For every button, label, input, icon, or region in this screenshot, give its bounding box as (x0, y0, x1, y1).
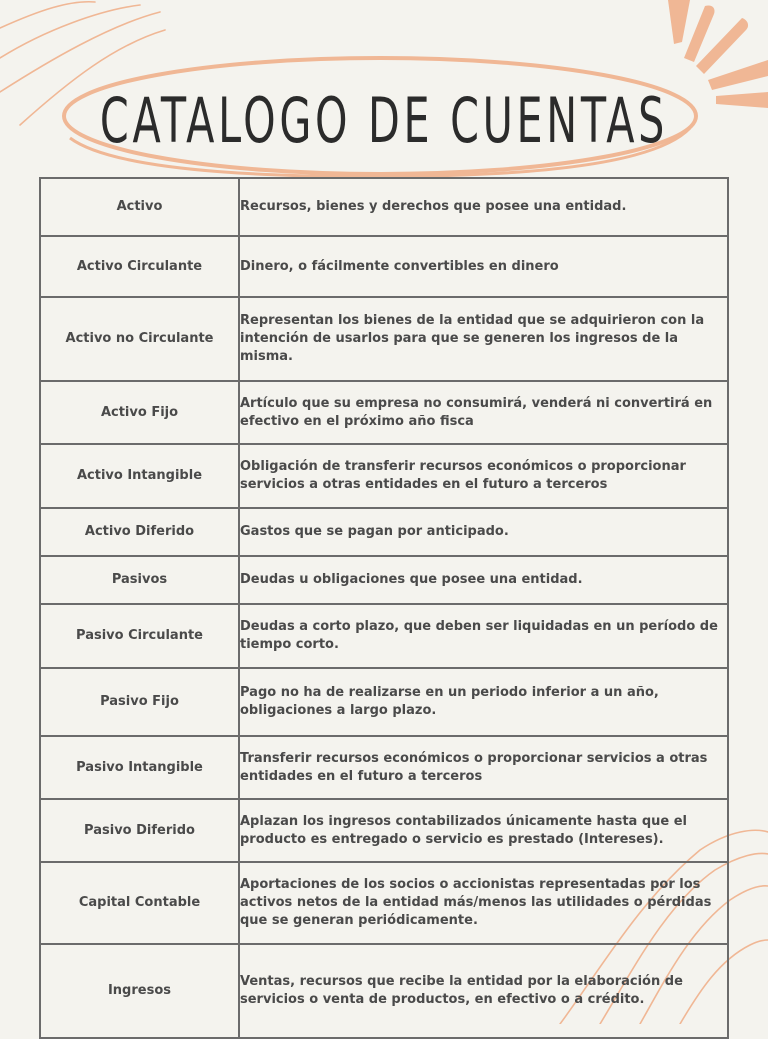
table-row (40, 799, 728, 862)
table-row (40, 604, 728, 668)
account-term: Ingresos (40, 944, 239, 1038)
table-row (40, 381, 728, 444)
account-definition: Dinero, o fácilmente convertibles en dinero (239, 236, 728, 297)
account-definition: Deudas a corto plazo, que deben ser liquidadas en un período de tiempo corto. (239, 604, 728, 668)
account-term: Pasivos (40, 556, 239, 604)
table-row (40, 862, 728, 944)
accounts-table (39, 177, 729, 1039)
account-definition: Representan los bienes de la entidad que se adquirieron con la intención de usarlos para que se generen los ingresos de la misma. (239, 297, 728, 381)
table-row (40, 444, 728, 508)
account-term: Activo Fijo (40, 381, 239, 444)
table-row (40, 297, 728, 381)
account-term: Pasivo Diferido (40, 799, 239, 862)
account-definition: Ventas, recursos que recibe la entidad por la elaboración de servicios o venta de productos, en efectivo o a crédito. (239, 944, 728, 1038)
table-row (40, 736, 728, 799)
account-term: Capital Contable (40, 862, 239, 944)
account-term: Pasivo Circulante (40, 604, 239, 668)
account-definition: Deudas u obligaciones que posee una entidad. (239, 556, 728, 604)
page-title: CATALOGO DE CUENTAS (99, 83, 669, 157)
account-definition: Aplazan los ingresos contabilizados únicamente hasta que el producto es entregado o servicio es prestado (Intereses). (239, 799, 728, 862)
account-term: Activo Diferido (40, 508, 239, 556)
account-term: Activo Intangible (40, 444, 239, 508)
account-definition: Artículo que su empresa no consumirá, venderá ni convertirá en efectivo en el próximo año fisca (239, 381, 728, 444)
account-term: Activo (40, 178, 239, 236)
account-definition: Pago no ha de realizarse en un periodo inferior a un año, obligaciones a largo plazo. (239, 668, 728, 736)
table-row (40, 508, 728, 556)
table-row (40, 556, 728, 604)
account-term: Activo Circulante (40, 236, 239, 297)
table-row (40, 236, 728, 297)
account-definition: Recursos, bienes y derechos que posee una entidad. (239, 178, 728, 236)
account-definition: Gastos que se pagan por anticipado. (239, 508, 728, 556)
table-row (40, 178, 728, 236)
account-definition: Aportaciones de los socios o accionistas representadas por los activos netos de la entidad más/menos las utilidades o pérdidas que se generan periódicamente. (239, 862, 728, 944)
account-definition: Obligación de transferir recursos económicos o proporcionar servicios a otras entidades en el futuro a terceros (239, 444, 728, 508)
account-definition: Transferir recursos económicos o proporcionar servicios a otras entidades en el futuro a terceros (239, 736, 728, 799)
table-row (40, 668, 728, 736)
account-term: Pasivo Intangible (40, 736, 239, 799)
account-term: Activo no Circulante (40, 297, 239, 381)
account-term: Pasivo Fijo (40, 668, 239, 736)
